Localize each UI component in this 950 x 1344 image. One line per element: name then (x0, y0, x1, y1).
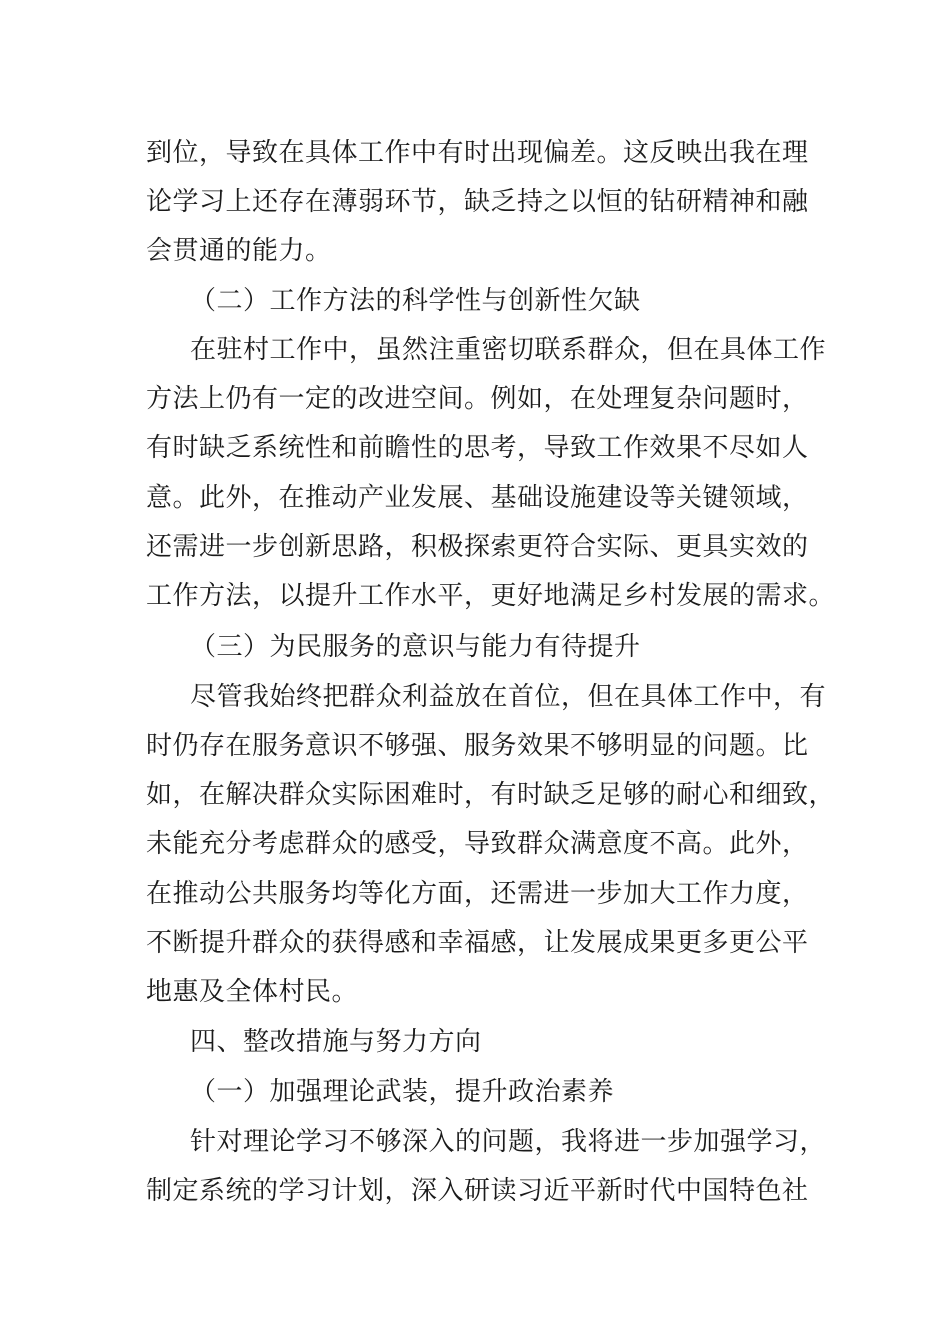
paragraph-line: 还需进一步创新思路，积极探索更符合实际、更具实效的 (146, 532, 809, 562)
paragraph-line: 意。此外，在推动产业发展、基础设施建设等关键领域， (146, 483, 809, 513)
paragraph-line: 在推动公共服务均等化方面，还需进一步加大工作力度， (146, 879, 809, 909)
paragraph-line: 会贯通的能力。 (146, 236, 332, 266)
paragraph-line: 未能充分考虑群众的感受，导致群众满意度不高。此外， (146, 829, 809, 859)
paragraph-line: 针对理论学习不够深入的问题，我将进一步加强学习， (190, 1127, 827, 1157)
section-heading: （三）为民服务的意识与能力有待提升 (190, 632, 641, 662)
paragraph-line: 到位，导致在具体工作中有时出现偏差。这反映出我在理 (146, 138, 809, 168)
section-heading: （二）工作方法的科学性与创新性欠缺 (190, 286, 641, 316)
paragraph-line: 尽管我始终把群众利益放在首位，但在具体工作中，有 (190, 682, 827, 712)
paragraph-line: 有时缺乏系统性和前瞻性的思考，导致工作效果不尽如人 (146, 433, 809, 463)
section-heading: （一）加强理论武装，提升政治素养 (190, 1077, 615, 1107)
section-heading: 四、整改措施与努力方向 (190, 1027, 482, 1057)
paragraph-line: 制定系统的学习计划，深入研读习近平新时代中国特色社 (146, 1176, 809, 1206)
paragraph-line: 论学习上还存在薄弱环节，缺乏持之以恒的钻研精神和融 (146, 187, 809, 217)
paragraph-line: 地惠及全体村民。 (146, 977, 359, 1007)
paragraph-line: 不断提升群众的获得感和幸福感，让发展成果更多更公平 (146, 928, 809, 958)
paragraph-line: 工作方法，以提升工作水平，更好地满足乡村发展的需求。 (146, 581, 836, 611)
paragraph-line: 时仍存在服务意识不够强、服务效果不够明显的问题。比 (146, 731, 809, 761)
paragraph-line: 在驻村工作中，虽然注重密切联系群众，但在具体工作 (190, 335, 827, 365)
paragraph-line: 如，在解决群众实际困难时，有时缺乏足够的耐心和细致， (146, 780, 836, 810)
paragraph-line: 方法上仍有一定的改进空间。例如，在处理复杂问题时， (146, 384, 809, 414)
